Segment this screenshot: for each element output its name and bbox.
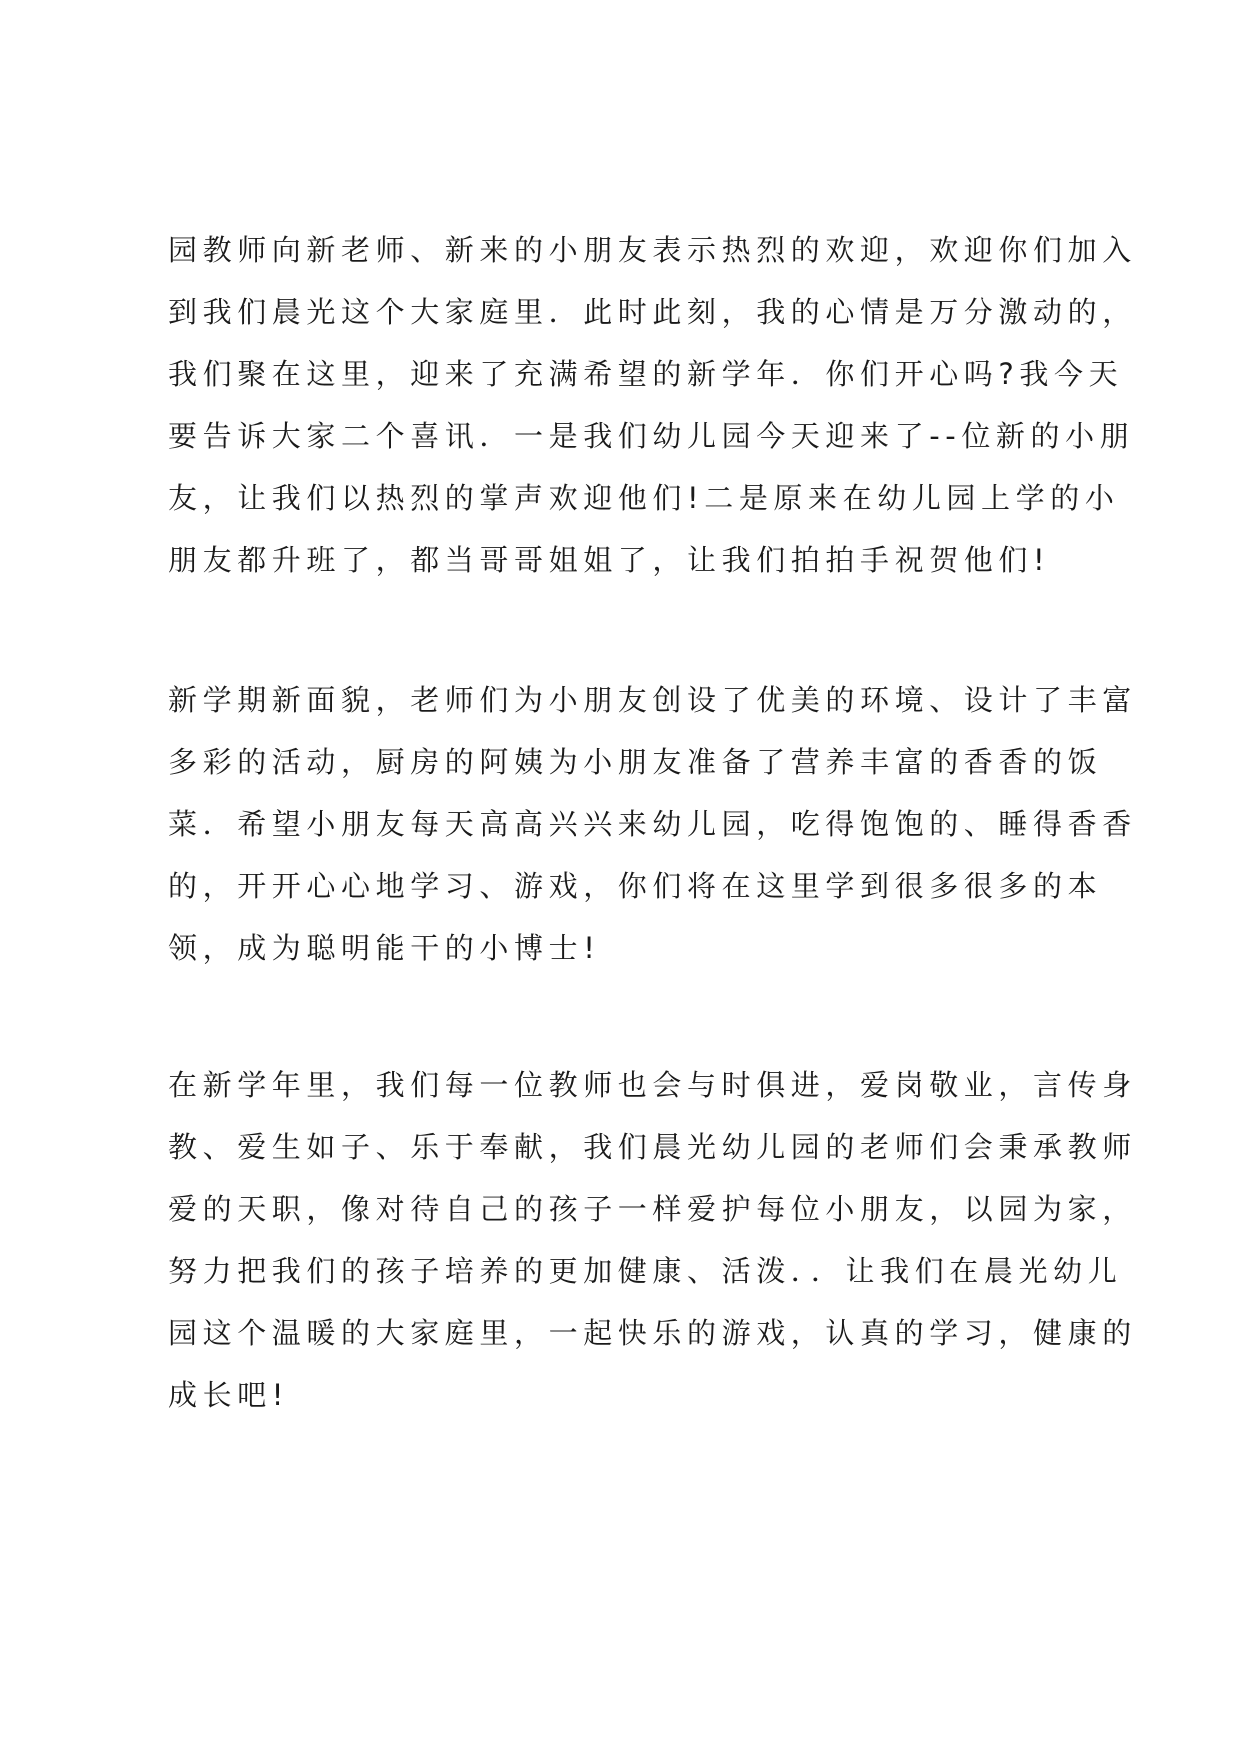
text-line: 到我们晨光这个大家庭里．此时此刻，我的心情是万分激动的， (168, 295, 1137, 329)
text-line: 要告诉大家二个喜讯．一是我们幼儿园今天迎来了--位新的小朋 (168, 419, 1135, 453)
text-line: 领，成为聪明能干的小博士! (168, 931, 601, 965)
text-line: 菜．希望小朋友每天高高兴兴来幼儿园，吃得饱饱的、睡得香香 (168, 807, 1137, 841)
text-line: 友，让我们以热烈的掌声欢迎他们!二是原来在幼儿园上学的小 (168, 481, 1120, 515)
paragraph-3 (168, 1054, 1137, 1426)
paragraph-2 (168, 669, 1137, 979)
text-line: 多彩的活动，厨房的阿姨为小朋友准备了营养丰富的香香的饭 (168, 745, 1103, 779)
text-line: 教、爱生如子、乐于奉献，我们晨光幼儿园的老师们会秉承教师 (168, 1130, 1137, 1164)
text-line: 朋友都升班了，都当哥哥姐姐了，让我们拍拍手祝贺他们! (168, 543, 1051, 577)
text-line: 在新学年里，我们每一位教师也会与时俱进，爱岗敬业，言传身 (168, 1068, 1137, 1102)
text-line: 成长吧! (168, 1378, 290, 1412)
paragraph-1 (168, 219, 1137, 591)
text-line: 我们聚在这里，迎来了充满希望的新学年．你们开心吗?我今天 (168, 357, 1124, 391)
text-line: 园教师向新老师、新来的小朋友表示热烈的欢迎，欢迎你们加入 (168, 233, 1137, 267)
text-line: 努力把我们的孩子培养的更加健康、活泼．．让我们在晨光幼儿 (168, 1254, 1123, 1288)
text-line: 的，开开心心地学习、游戏，你们将在这里学到很多很多的本 (168, 869, 1103, 903)
text-line: 园这个温暖的大家庭里，一起快乐的游戏，认真的学习，健康的 (168, 1316, 1137, 1350)
text-line: 新学期新面貌，老师们为小朋友创设了优美的环境、设计了丰富 (168, 683, 1137, 717)
text-line: 爱的天职，像对待自己的孩子一样爱护每位小朋友，以园为家， (168, 1192, 1137, 1226)
